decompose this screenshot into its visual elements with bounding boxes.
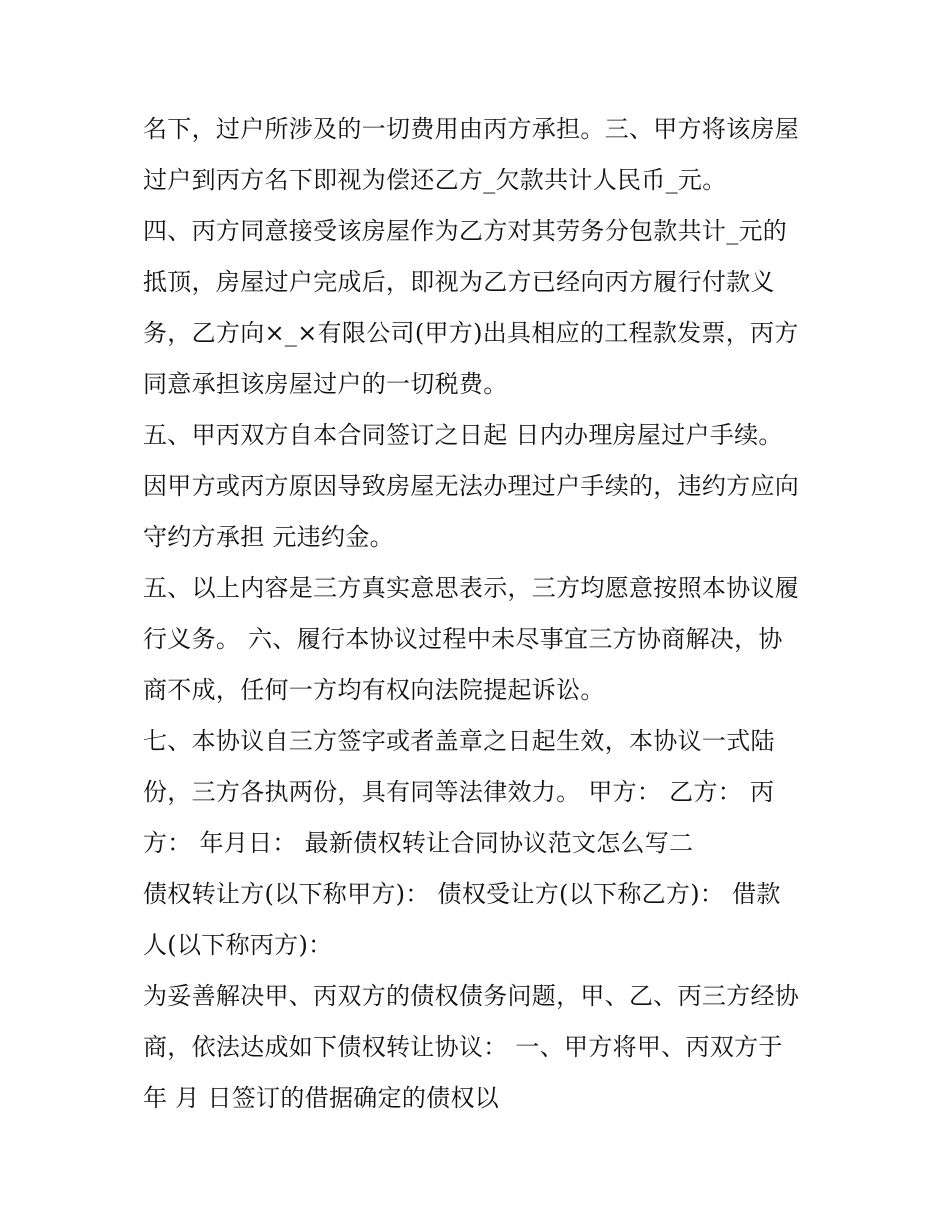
text-line: 务，乙方向×_×有限公司(甲方)出具相应的工程款发票，丙方 — [143, 319, 799, 347]
text-line: 五、以上内容是三方真实意思表示，三方均愿意按照本协议履 — [143, 574, 800, 602]
text-line: 守约方承担 元违约金。 — [143, 523, 394, 551]
text-line: 同意承担该房屋过户的一切税费。 — [143, 370, 508, 398]
text-line: 份，三方各执两份，具有同等法律效力。 甲方： 乙方： 丙 — [143, 778, 775, 806]
text-line: 七、本协议自三方签字或者盖章之日起生效，本协议一式陆 — [143, 727, 775, 755]
text-line: 抵顶，房屋过户完成后，即视为乙方已经向丙方履行付款义 — [143, 268, 775, 296]
text-line: 商不成，任何一方均有权向法院提起诉讼。 — [143, 676, 605, 704]
text-line: 四、丙方同意接受该房屋作为乙方对其劳务分包款共计_元的 — [143, 217, 788, 245]
text-line: 过户到丙方名下即视为偿还乙方_欠款共计人民币_元。 — [143, 166, 727, 194]
text-line: 名下，过户所涉及的一切费用由丙方承担。三、甲方将该房屋 — [143, 115, 800, 143]
text-line: 人(以下称丙方)： — [143, 931, 333, 959]
text-line: 方： 年月日： 最新债权转让合同协议范文怎么写二 — [143, 829, 694, 857]
text-line: 五、甲丙双方自本合同签订之日起 日内办理房屋过户手续。 — [143, 421, 783, 449]
text-line: 债权转让方(以下称甲方)： 债权受让方(以下称乙方)： 借款 — [143, 880, 781, 908]
text-line: 为妥善解决甲、丙双方的债权债务问题，甲、乙、丙三方经协 — [143, 982, 800, 1010]
document-body — [143, 104, 823, 1124]
text-line: 行义务。 六、履行本协议过程中未尽事宜三方协商解决，协 — [143, 625, 783, 653]
text-line: 因甲方或丙方原因导致房屋无法办理过户手续的，违约方应向 — [143, 472, 800, 500]
text-line: 年 月 日签订的借据确定的债权以 — [143, 1084, 500, 1112]
text-line: 商，依法达成如下债权转让协议： 一、甲方将甲、丙双方于 — [143, 1033, 783, 1061]
